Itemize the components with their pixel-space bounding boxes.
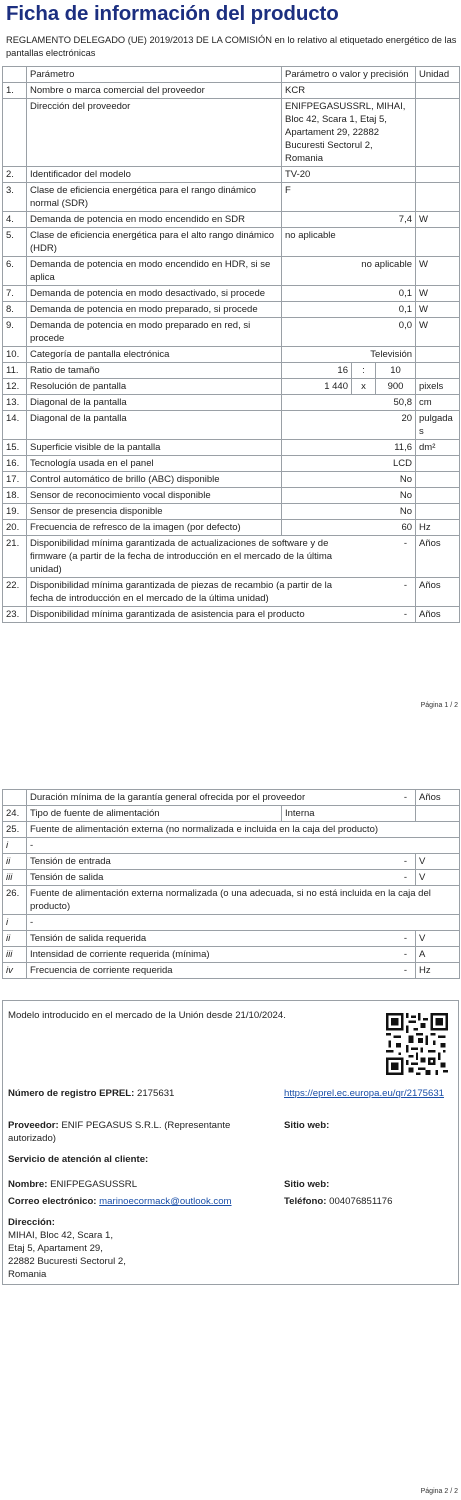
table-row (3, 99, 460, 167)
table-row (3, 456, 460, 472)
row-param: Tensión de salida requerida (30, 933, 147, 944)
table-row (3, 440, 460, 456)
table-row (3, 854, 460, 870)
row-param: Diagonal de la pantalla (27, 395, 282, 411)
row-param: Fuente de alimentación externa (no normalizada e incluida en la caja del producto) (27, 822, 460, 838)
row-value: TV-20 (282, 167, 416, 183)
row-unit: pulgadas (416, 411, 460, 440)
table-row (3, 504, 460, 520)
row-number: 16. (3, 456, 27, 472)
row-param-cell (27, 931, 416, 947)
row-number: 7. (3, 286, 27, 302)
row-number: 18. (3, 488, 27, 504)
row-unit: Hz (416, 520, 460, 536)
row-value: Televisión (282, 347, 416, 363)
table-row (3, 822, 460, 838)
row-value: - (403, 965, 408, 976)
row-unit: dm² (416, 440, 460, 456)
address-line-1: MIHAI, Bloc 42, Scara 1, (8, 1230, 114, 1241)
table-row (3, 318, 460, 347)
table-row (3, 411, 460, 440)
table-header-row (3, 67, 460, 83)
table-row (3, 790, 460, 806)
row-number: 12. (3, 379, 27, 395)
contact-name-value: ENIFPEGASUSSRL (50, 1179, 138, 1190)
row-unit: Años (416, 607, 460, 623)
table-row (3, 347, 460, 363)
row-param: Intensidad de corriente requerida (mínima) (30, 949, 210, 960)
row-unit: cm (416, 395, 460, 411)
row-number: 9. (3, 318, 27, 347)
table-row (3, 963, 460, 979)
table-row (3, 947, 460, 963)
row-param-cell (27, 870, 416, 886)
row-value: - (403, 538, 408, 549)
contact-name-row (8, 1178, 137, 1191)
row-unit: W (416, 286, 460, 302)
row-value: No (282, 472, 416, 488)
row-unit: W (416, 302, 460, 318)
email-row (8, 1195, 232, 1208)
table-row (3, 228, 460, 257)
row-unit: V (416, 931, 460, 947)
table-row (3, 183, 460, 212)
row-param: Frecuencia de refresco de la imagen (por defecto) (27, 520, 282, 536)
row-param: Tensión de entrada (30, 856, 111, 867)
product-info-table (2, 66, 460, 623)
page-title: Ficha de información del producto (6, 2, 339, 25)
market-date-text: Modelo introducido en el mercado de la Unión desde 21/10/2024. (8, 1010, 286, 1021)
row-unit: Años (416, 536, 460, 578)
row-number: 26. (3, 886, 27, 915)
row-unit: A (416, 947, 460, 963)
row-unit: Años (416, 790, 460, 806)
row-param: Tensión de salida (30, 872, 104, 883)
row-param-cell (27, 947, 416, 963)
table-row (3, 257, 460, 286)
supplier-value: ENIF PEGASUS S.R.L. (Representante autorizado) (8, 1120, 231, 1144)
row-value: - (403, 792, 408, 803)
phone-value: 004076851176 (329, 1196, 393, 1207)
row-value: 7,4 (282, 212, 416, 228)
row-value: KCR (282, 83, 416, 99)
row-value: - (403, 949, 408, 960)
table-row (3, 167, 460, 183)
row-number: 1. (3, 83, 27, 99)
row-param: Duración mínima de la garantía general ofrecida por el proveedor (30, 792, 306, 803)
row-number: 22. (3, 578, 27, 607)
row-value: Interna (282, 806, 416, 822)
address-line-4: Romania (8, 1269, 47, 1280)
row-param: Demanda de potencia en modo encendido en SDR (27, 212, 282, 228)
row-param: Tecnología usada en el panel (27, 456, 282, 472)
row-value-b: 900 (376, 379, 416, 395)
row-value: 20 (282, 411, 416, 440)
row-number: 10. (3, 347, 27, 363)
row-value: - (403, 872, 408, 883)
phone-row (284, 1195, 392, 1208)
eprel-link[interactable]: https://eprel.ec.europa.eu/qr/2175631 (284, 1088, 445, 1099)
eprel-number: 2175631 (137, 1088, 175, 1099)
row-unit: Años (416, 578, 460, 607)
row-param: Sensor de presencia disponible (27, 504, 282, 520)
row-number: i (3, 838, 27, 854)
row-number: 5. (3, 228, 27, 257)
row-value: No (282, 488, 416, 504)
row-param: Diagonal de la pantalla (27, 411, 282, 440)
row-number: 14. (3, 411, 27, 440)
row-param: Clase de eficiencia energética para el rango dinámico normal (SDR) (27, 183, 282, 212)
row-param-cell (27, 607, 416, 623)
row-value: 60 (282, 520, 416, 536)
row-param: Demanda de potencia en modo preparado, si procede (27, 302, 282, 318)
header-param: Parámetro (27, 67, 282, 83)
row-number: 24. (3, 806, 27, 822)
row-number: ii (3, 931, 27, 947)
row-param-cell (27, 536, 416, 578)
row-number: 6. (3, 257, 27, 286)
qr-code-icon[interactable] (386, 1013, 448, 1075)
row-value: 0,1 (282, 286, 416, 302)
row-value: 50,8 (282, 395, 416, 411)
table-row (3, 536, 460, 578)
row-unit: V (416, 870, 460, 886)
customer-service-label: Servicio de atención al cliente: (8, 1154, 149, 1165)
row-param: Clase de eficiencia energética para el alto rango dinámico (HDR) (27, 228, 282, 257)
address-line-2: Etaj 5, Apartament 29, (8, 1243, 103, 1254)
row-number: 25. (3, 822, 27, 838)
row-number: 11. (3, 363, 27, 379)
row-param: Demanda de potencia en modo desactivado, si procede (27, 286, 282, 302)
table-row (3, 286, 460, 302)
table-row (3, 212, 460, 228)
row-param: Fuente de alimentación externa normalizada (o una adecuada, si no está incluida en la caja del producto) (27, 886, 460, 915)
row-unit: W (416, 318, 460, 347)
row-value: 11,6 (282, 440, 416, 456)
row-unit: Hz (416, 963, 460, 979)
row-number: 19. (3, 504, 27, 520)
row-value: ENIFPEGASUSSRL, MIHAI, Bloc 42, Scara 1, Etaj 5, Apartament 29, 22882 Bucuresti Sectorul 2, Romania (282, 99, 416, 167)
row-param: Resolución de pantalla (27, 379, 282, 395)
table-row (3, 886, 460, 915)
row-value-b: 10 (376, 363, 416, 379)
table-row (3, 302, 460, 318)
table-row (3, 607, 460, 623)
row-number: iii (3, 947, 27, 963)
row-unit: V (416, 854, 460, 870)
row-number: 21. (3, 536, 27, 578)
row-unit: W (416, 257, 460, 286)
row-param: Nombre o marca comercial del proveedor (27, 83, 282, 99)
row-unit: pixels (416, 379, 460, 395)
row-value-a: 16 (282, 363, 352, 379)
row-param: Demanda de potencia en modo encendido en HDR, si se aplica (27, 257, 282, 286)
row-param: Superficie visible de la pantalla (27, 440, 282, 456)
website-label: Sitio web: (284, 1120, 330, 1131)
row-number: ii (3, 854, 27, 870)
row-number: iv (3, 963, 27, 979)
row-param: Identificador del modelo (27, 167, 282, 183)
row-param: Control automático de brillo (ABC) disponible (27, 472, 282, 488)
supplier-row (8, 1119, 278, 1145)
row-value: no aplicable (282, 257, 416, 286)
table-row (3, 363, 460, 379)
eprel-label: Número de registro EPREL: (8, 1088, 135, 1099)
regulation-text: REGLAMENTO DELEGADO (UE) 2019/2013 DE LA COMISIÓN en lo relativo al etiquetado energético de las pantallas electrónicas (6, 35, 457, 58)
row-param: Dirección del proveedor (27, 99, 282, 167)
address-label: Dirección: (8, 1217, 55, 1228)
row-value: - (403, 933, 408, 944)
row-param: Ratio de tamaño (27, 363, 282, 379)
row-unit: W (416, 212, 460, 228)
row-value: - (27, 915, 460, 931)
product-info-table-continued (2, 789, 460, 979)
row-param-cell (27, 963, 416, 979)
row-value: - (403, 580, 408, 591)
supplier-info-box (2, 1000, 459, 1285)
row-value: - (403, 856, 408, 867)
row-param: Frecuencia de corriente requerida (30, 965, 173, 976)
table-row (3, 838, 460, 854)
email-label: Correo electrónico: (8, 1196, 97, 1207)
row-number: 3. (3, 183, 27, 212)
row-number: 17. (3, 472, 27, 488)
row-value: F (282, 183, 416, 212)
table-row (3, 520, 460, 536)
row-number: 23. (3, 607, 27, 623)
row-number: 4. (3, 212, 27, 228)
row-value: - (403, 609, 408, 620)
row-number: i (3, 915, 27, 931)
page-number: Página 1 / 2 (420, 702, 458, 709)
row-value: no aplicable (282, 228, 416, 257)
row-value: - (27, 838, 460, 854)
row-param: Disponibilidad mínima garantizada de asistencia para el producto (30, 609, 305, 620)
row-param-cell (27, 790, 416, 806)
website-label-2: Sitio web: (284, 1179, 330, 1190)
table-row (3, 870, 460, 886)
row-separator: x (352, 379, 376, 395)
row-value: 0,0 (282, 318, 416, 347)
row-separator: : (352, 363, 376, 379)
row-param-cell (27, 578, 416, 607)
row-number: 13. (3, 395, 27, 411)
row-param: Sensor de reconocimiento vocal disponible (27, 488, 282, 504)
table-row (3, 83, 460, 99)
row-number: 2. (3, 167, 27, 183)
header-unit: Unidad (416, 67, 460, 83)
contact-name-label: Nombre: (8, 1179, 48, 1190)
table-row (3, 578, 460, 607)
row-value-a: 1 440 (282, 379, 352, 395)
supplier-label: Proveedor: (8, 1120, 59, 1131)
address-line-3: 22882 Bucuresti Sectorul 2, (8, 1256, 126, 1267)
phone-label: Teléfono: (284, 1196, 327, 1207)
row-number: 15. (3, 440, 27, 456)
table-row (3, 395, 460, 411)
row-number: iii (3, 870, 27, 886)
row-param: Disponibilidad mínima garantizada de actualizaciones de software y de firmware (a partir de la fecha de introducción en el mercado de la última unidad) (30, 538, 333, 575)
email-link[interactable]: marinoecormack@outlook.com (99, 1196, 232, 1207)
row-param: Categoría de pantalla electrónica (27, 347, 282, 363)
row-param: Disponibilidad mínima garantizada de piezas de recambio (a partir de la fecha de introducción en el mercado de la última unidad) (30, 580, 333, 604)
table-row (3, 931, 460, 947)
table-row (3, 488, 460, 504)
page-number: Página 2 / 2 (420, 1488, 458, 1495)
table-row (3, 806, 460, 822)
eprel-row (8, 1087, 174, 1100)
row-param-cell (27, 854, 416, 870)
row-value: No (282, 504, 416, 520)
header-value: Parámetro o valor y precisión (282, 67, 416, 83)
row-param: Tipo de fuente de alimentación (27, 806, 282, 822)
row-number: 20. (3, 520, 27, 536)
table-row (3, 379, 460, 395)
table-row (3, 472, 460, 488)
row-param: Demanda de potencia en modo preparado en red, si procede (27, 318, 282, 347)
table-row (3, 915, 460, 931)
row-value: LCD (282, 456, 416, 472)
row-number: 8. (3, 302, 27, 318)
row-value: 0,1 (282, 302, 416, 318)
